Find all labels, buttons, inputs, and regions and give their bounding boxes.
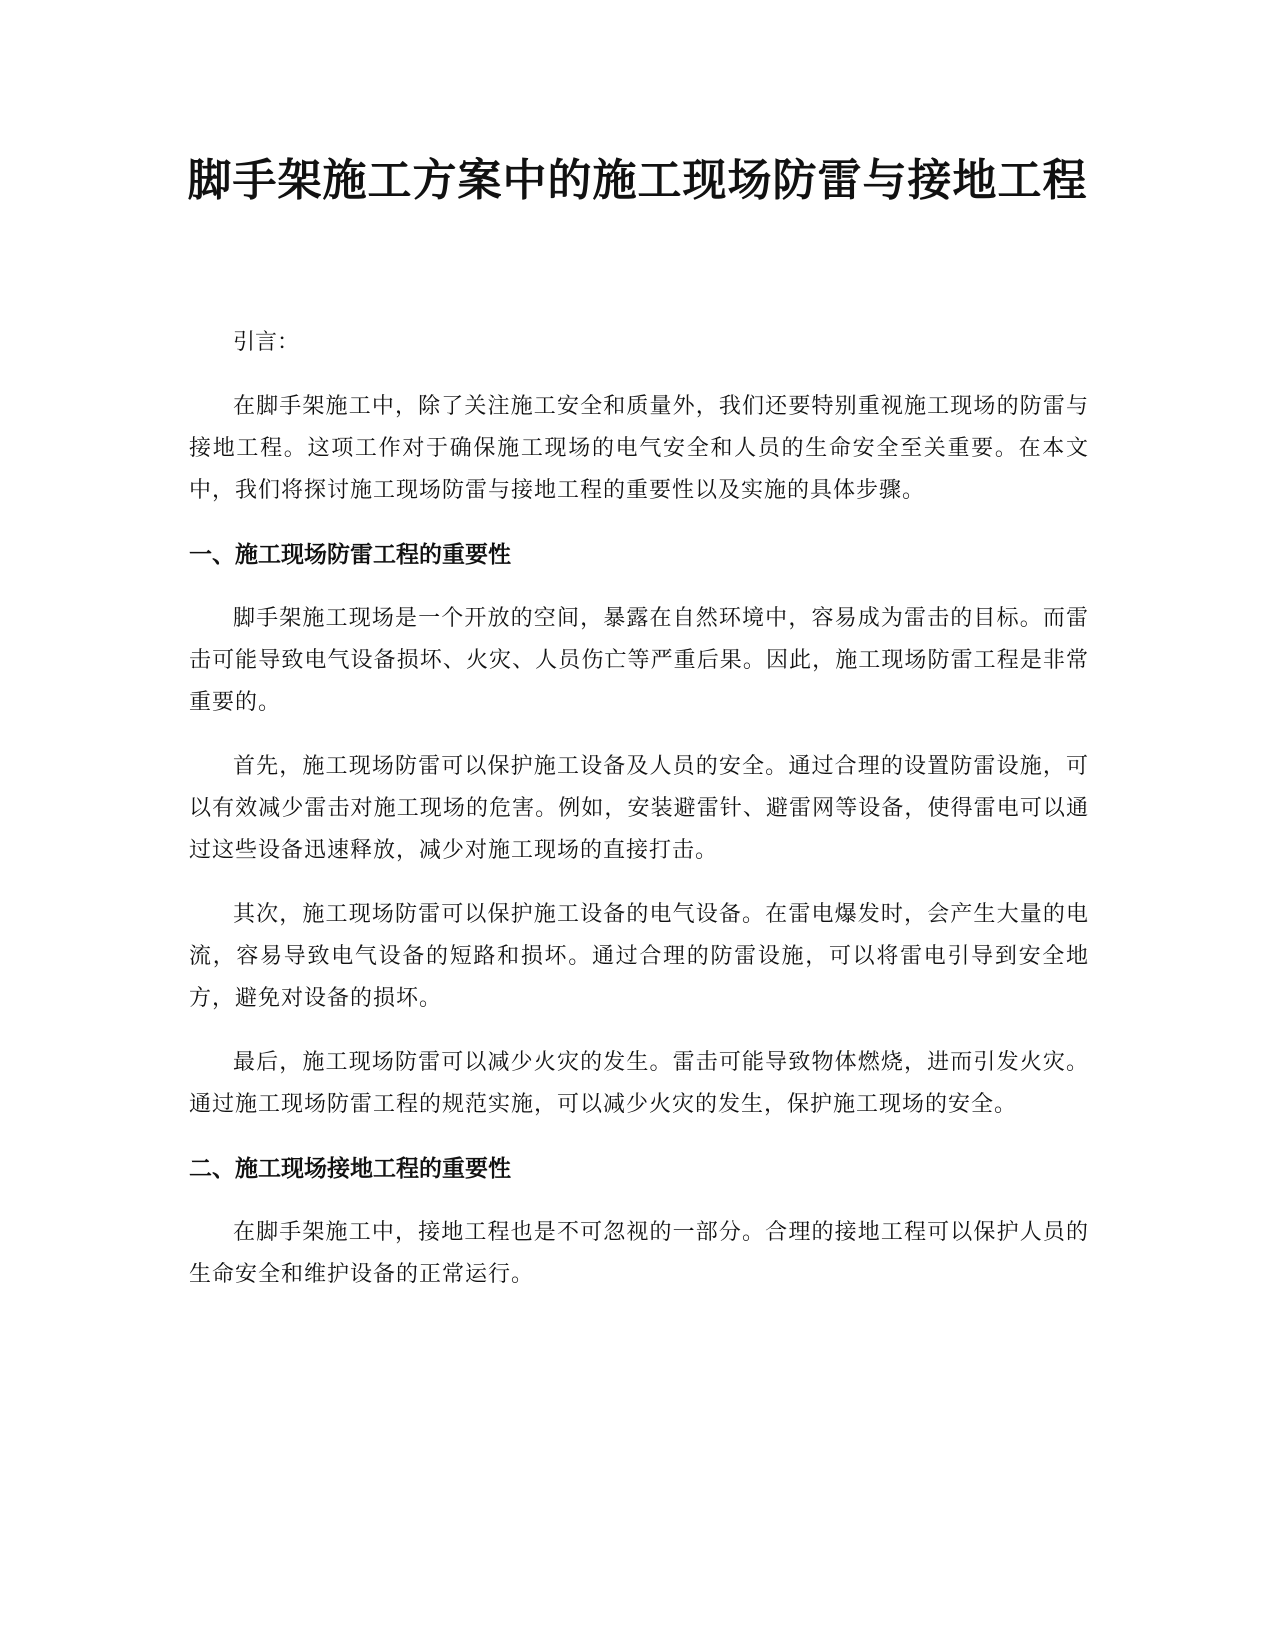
section1-paragraph-2: 首先，施工现场防雷可以保护施工设备及人员的安全。通过合理的设置防雷设施，可以有效减少雷击对施工现场的危害。例如，安装避雷针、避雷网等设备，使得雷电可以通过这些设备迅速释放，减少对施工现场的直接打击。 (189, 754, 1089, 863)
section-heading-lightning: 一、施工现场防雷工程的重要性 (189, 542, 511, 568)
section2-paragraph-1: 在脚手架施工中，接地工程也是不可忽视的一部分。合理的接地工程可以保护人员的生命安全和维护设备的正常运行。 (189, 1220, 1089, 1287)
intro-paragraph: 在脚手架施工中，除了关注施工安全和质量外，我们还要特别重视施工现场的防雷与接地工程。这项工作对于确保施工现场的电气安全和人员的生命安全至关重要。在本文中，我们将探讨施工现场防雷与接地工程的重要性以及实施的具体步骤。 (189, 394, 1089, 503)
intro-label: 引言： (233, 330, 300, 355)
section1-paragraph-4: 最后，施工现场防雷可以减少火灾的发生。雷击可能导致物体燃烧，进而引发火灾。通过施工现场防雷工程的规范实施，可以减少火灾的发生，保护施工现场的安全。 (189, 1050, 1089, 1117)
document-body (189, 322, 1089, 1318)
section1-paragraph-3: 其次，施工现场防雷可以保护施工设备的电气设备。在雷电爆发时，会产生大量的电流，容易导致电气设备的短路和损坏。通过合理的防雷设施，可以将雷电引导到安全地方，避免对设备的损坏。 (189, 902, 1089, 1011)
document-title: 脚手架施工方案中的施工现场防雷与接地工程 (187, 155, 1088, 206)
section-heading-grounding: 二、施工现场接地工程的重要性 (189, 1156, 511, 1182)
section1-paragraph-1: 脚手架施工现场是一个开放的空间，暴露在自然环境中，容易成为雷击的目标。而雷击可能导致电气设备损坏、火灾、人员伤亡等严重后果。因此，施工现场防雷工程是非常重要的。 (189, 606, 1089, 715)
